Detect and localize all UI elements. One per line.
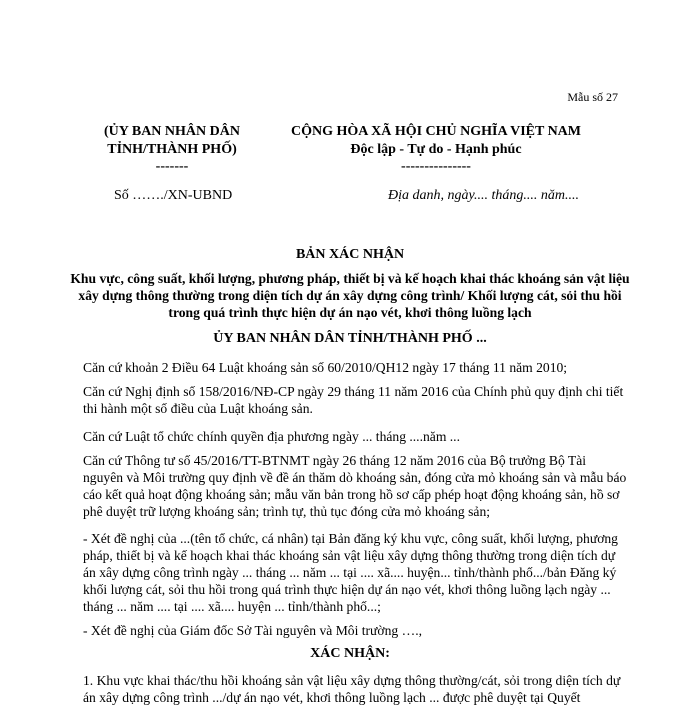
national-motto-header	[262, 123, 610, 175]
confirmation-heading: XÁC NHẬN:	[310, 646, 390, 661]
legal-basis-paragraph: Căn cứ Nghị định số 158/2016/NĐ-CP ngày 29 tháng 11 năm 2016 của Chính phủ quy định chi tiết thi hành một số điều của Luật khoáng sản.	[83, 384, 624, 416]
confirmation-item-1: 1. Khu vực khai thác/thu hồi khoáng sản vật liệu xây dựng thông thường/cát, sỏi trong diện tích dự án xây dựng công trình .../dự án nạo vét, khơi thông luồng lạch ... được phê duyệt tại Quyết	[83, 673, 621, 705]
document-title: BẢN XÁC NHẬN	[295, 247, 405, 262]
issuing-authority-line1: (ỦY BAN NHÂN DÂN	[104, 124, 240, 139]
consideration-paragraph: - Xét đề nghị của Giám đốc Sở Tài nguyên và Môi trường ….,	[83, 623, 422, 638]
authority-heading: ỦY BAN NHÂN DÂN TỈNH/THÀNH PHỐ ...	[213, 331, 487, 346]
country-name: CỘNG HÒA XÃ HỘI CHỦ NGHĨA VIỆT NAM	[290, 124, 581, 139]
legal-basis-paragraph: Căn cứ Thông tư số 45/2016/TT-BTNMT ngày 26 tháng 12 năm 2016 của Bộ trưởng Bộ Tài nguyên và Môi trường quy định về đề án thăm dò khoáng sản, đóng cửa mỏ khoáng sản và mẫu báo cáo kết quả hoạt động khoáng sản; mẫu văn bản trong hồ sơ cấp phép hoạt động khoáng sản, hồ sơ phê duyệt trữ lượng khoáng sản; trình tự, thủ tục đóng cửa mỏ khoáng sản;	[83, 453, 627, 519]
issuing-authority-divider: -------	[155, 159, 189, 174]
form-number: Mẫu số 27	[567, 90, 618, 104]
document-number: Số ……./XN-UBND	[114, 188, 233, 203]
legal-basis-paragraph: Căn cứ Luật tổ chức chính quyền địa phương ngày ... tháng ....năm ...	[83, 429, 460, 444]
consideration-paragraph: - Xét đề nghị của ...(tên tổ chức, cá nhân) tại Bản đăng ký khu vực, công suất, khối lượng, phương pháp, thiết bị và kế hoạch khai thác khoáng sản vật liệu xây dựng thông thường trong diện tích dự án xây dựng công trình ngày ... tháng ... năm ... tại .... xã.... huyện... tỉnh/thành phố.../bản Đăng ký khối lượng cát, sỏi thu hồi trong quá trình thực hiện dự án nạo vét, khơi thông luồng lạch ngày ... tháng ... năm .... tại .... xã.... huyện ... tỉnh/thành phố...;	[83, 531, 618, 614]
document-subtitle: Khu vực, công suất, khối lượng, phương pháp, thiết bị và kế hoạch khai thác khoáng sản vật liệu xây dựng thông thường trong diện tích dự án xây dựng công trình/ Khối lượng cát, sỏi thu hồi trong quá trình thực hiện dự án nạo vét, khơi thông luồng lạch	[70, 271, 630, 320]
issuing-authority-line2: TỈNH/THÀNH PHỐ)	[107, 142, 237, 157]
national-motto: Độc lập - Tự do - Hạnh phúc	[350, 142, 522, 157]
national-motto-divider: ---------------	[401, 159, 471, 174]
issuing-authority-header	[88, 123, 256, 175]
legal-basis-paragraph: Căn cứ khoản 2 Điều 64 Luật khoáng sản số 60/2010/QH12 ngày 17 tháng 11 năm 2010;	[83, 360, 568, 375]
place-and-date: Địa danh, ngày.... tháng.... năm....	[388, 188, 579, 203]
